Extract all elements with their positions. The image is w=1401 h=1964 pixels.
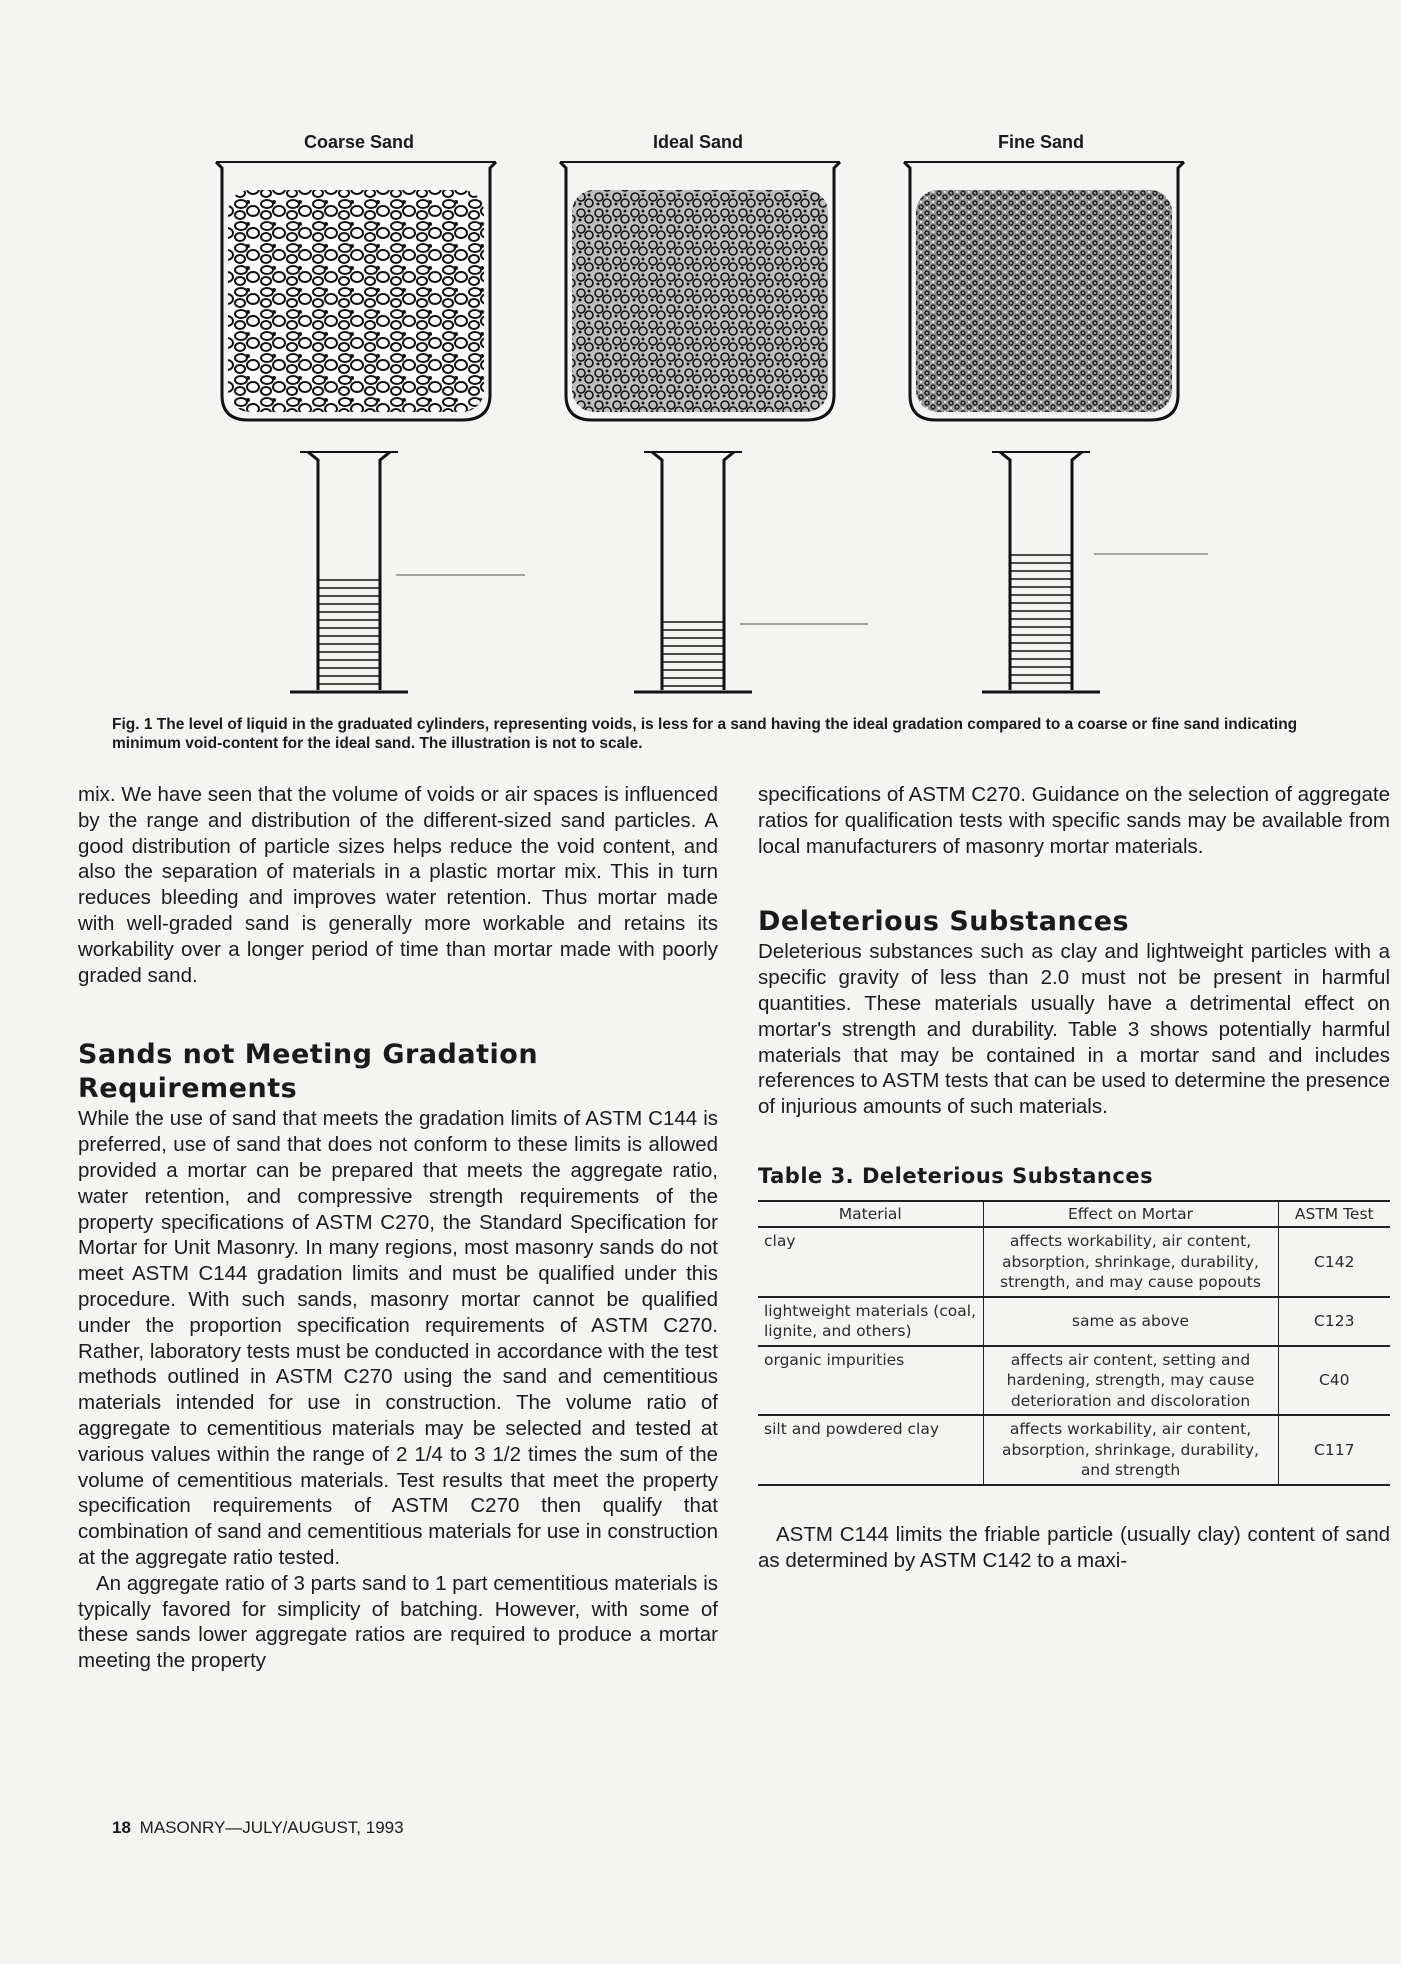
cell-material: silt and powdered clay	[758, 1415, 983, 1485]
cell-effect: affects workability, air content, absorption, shrinkage, durability, strength, and may cause popouts	[983, 1227, 1278, 1297]
cell-material: clay	[758, 1227, 983, 1297]
table-row	[758, 1297, 1390, 1346]
cell-effect: affects workability, air content, absorption, shrinkage, durability, and strength	[983, 1415, 1278, 1485]
right-paragraph-3: ASTM C144 limits the friable particle (usually clay) content of sand as determined by ASTM C142 to a maxi-	[758, 1522, 1390, 1572]
section-heading-deleterious: Deleterious Substances	[758, 906, 1130, 938]
coarse-sand-label: Coarse Sand	[303, 132, 415, 152]
cell-material: lightweight materials (coal, lignite, and others)	[758, 1297, 983, 1346]
left-paragraph-1: mix. We have seen that the volume of voids or air spaces is influenced by the range and distribution of the different-sized sand particles. A good distribution of particle sizes helps reduce the void content, and also the separation of materials in a plastic mortar mix. This in turn reduces bleeding and improves water retention. Thus mortar made with well-graded sand is generally more workable and retains its workability over a longer period of time than mortar made with poorly graded sand.	[78, 783, 718, 987]
table-title: Table 3. Deleterious Substances	[758, 1163, 1154, 1188]
right-paragraph-1: specifications of ASTM C270. Guidance on the selection of aggregate ratios for qualification tests with specific sands may be available from local manufacturers of masonry mortar materials.	[758, 783, 1390, 858]
left-paragraph-2: While the use of sand that meets the gradation limits of ASTM C144 is preferred, use of sand that does not conform to these limits is allowed provided a mortar can be prepared that meets the aggregate ratio, water retention, and compressive strength requirements of the property specifications of ASTM C270, the Standard Specification for Mortar for Unit Masonry. In many regions, most masonry sands do not meet ASTM C144 gradation limits and must be qualified under this procedure. With such sands, masonry mortar cannot be qualified under the proportion specification requirements of ASTM C270. Rather, laboratory tests must be conducted in accordance with the test methods outlined in ASTM C270 using the sand and cementitious materials intended for use in construction. The volume ratio of aggregate to cementitious materials may be selected and tested at various values within the range of 2 1/4 to 3 1/2 times the sum of the volume of cementitious materials. Test results that meet the property specification requirements of ASTM C270 then qualify that combination of sand and cementitious materials for use in construction at the aggregate ratio tested.	[78, 1107, 718, 1569]
header-effect: Effect on Mortar	[983, 1201, 1278, 1228]
deleterious-substances-table	[758, 1200, 1390, 1486]
cell-effect: affects air content, setting and hardening, strength, may cause deterioration and discoloration	[983, 1346, 1278, 1416]
ideal-beaker	[560, 162, 840, 420]
left-column	[78, 782, 718, 1674]
header-astm-test: ASTM Test	[1278, 1201, 1390, 1228]
right-column	[758, 782, 1390, 1573]
cell-test: C117	[1278, 1415, 1390, 1485]
figure-caption: Fig. 1 The level of liquid in the graduated cylinders, representing voids, is less for a sand having the ideal gradation compared to a coarse or fine sand indicating minimum void-content for the ideal sand. The illustration is not to scale.	[112, 716, 1298, 752]
ideal-cylinder	[634, 452, 868, 692]
fine-sand-label: Fine Sand	[997, 132, 1084, 152]
header-material: Material	[758, 1201, 983, 1228]
coarse-beaker	[216, 162, 496, 420]
publication-info: MASONRY—JULY/AUGUST, 1993	[139, 1818, 404, 1837]
fine-beaker	[904, 162, 1184, 420]
left-paragraph-3: An aggregate ratio of 3 parts sand to 1 part cementitious materials is typically favored for simplicity of batching. However, with some of these sands lower aggregate ratios are required to produce a mortar meeting the property	[78, 1571, 718, 1673]
cell-material: organic impurities	[758, 1346, 983, 1416]
beaker-illustration	[0, 0, 1401, 710]
section-heading-gradation: Sands not Meeting Gradation Requirements	[78, 1039, 539, 1105]
table-row	[758, 1415, 1390, 1485]
cell-test: C123	[1278, 1297, 1390, 1346]
page-number: 18	[112, 1818, 131, 1837]
page-footer	[112, 1818, 404, 1838]
coarse-cylinder	[290, 452, 525, 692]
figure-1	[0, 0, 1401, 780]
cell-test: C40	[1278, 1346, 1390, 1416]
fine-cylinder	[982, 452, 1208, 692]
ideal-sand-label: Ideal Sand	[652, 132, 744, 152]
right-paragraph-2: Deleterious substances such as clay and lightweight particles with a specific gravity of less than 2.0 must not be present in harmful quantities. These materials usually have a detrimental effect on mortar's strength and durability. Table 3 shows potentially harmful materials that may be contained in a mortar sand and includes references to ASTM tests that can be used to determine the presence of injurious amounts of such materials.	[758, 940, 1390, 1119]
table-row	[758, 1227, 1390, 1297]
table-row	[758, 1346, 1390, 1416]
cell-test: C142	[1278, 1227, 1390, 1297]
cell-effect: same as above	[983, 1297, 1278, 1346]
